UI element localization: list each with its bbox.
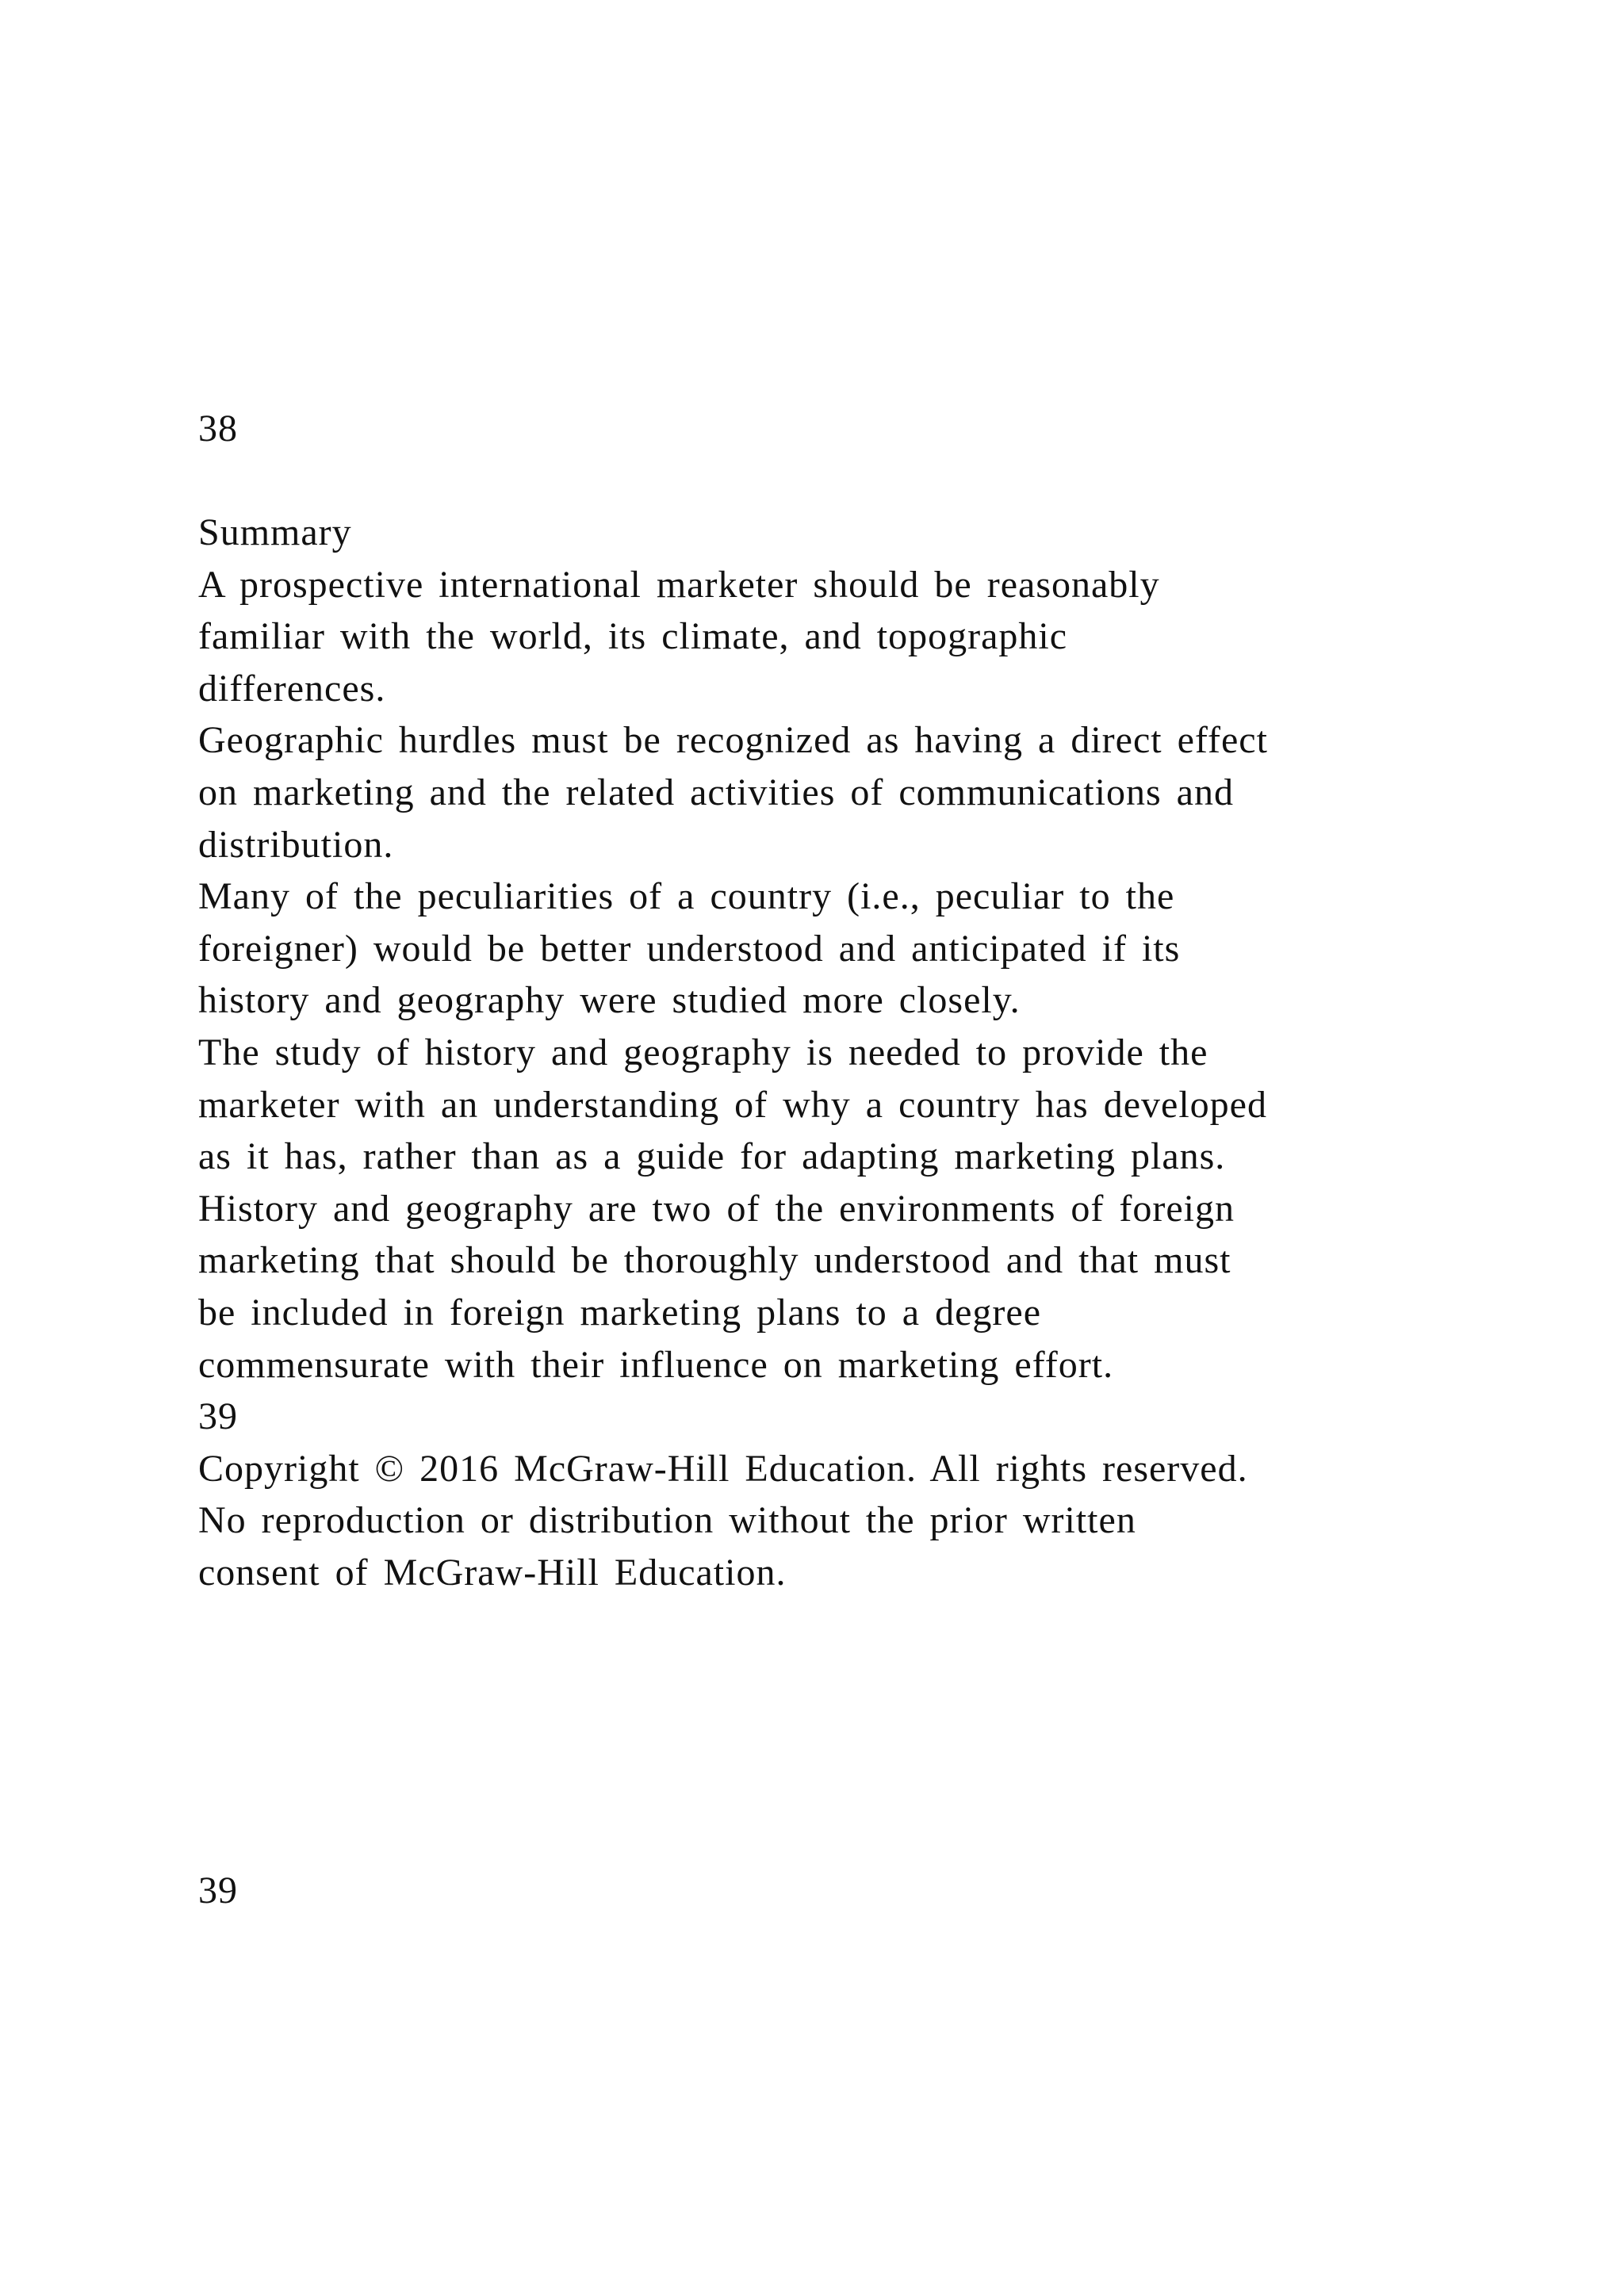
- body-line: differences.: [198, 667, 386, 710]
- body-line: distribution.: [198, 823, 394, 866]
- body-line: Many of the peculiarities of a country (i.e., peculiar to the: [198, 875, 1175, 918]
- slide-number: 39: [198, 1395, 238, 1438]
- copyright-line: No reproduction or distribution without the prior written: [198, 1499, 1136, 1542]
- page-number-text: 38: [198, 408, 238, 450]
- body-line: A prospective international marketer should be reasonably: [198, 563, 1160, 606]
- summary-section: [198, 507, 1507, 1598]
- body-line: History and geography are two of the environments of foreign: [198, 1187, 1235, 1230]
- body-line: commensurate with their influence on marketing effort.: [198, 1343, 1114, 1386]
- body-line: foreigner) would be better understood and anticipated if its: [198, 927, 1181, 970]
- page-number-top: [198, 403, 1507, 455]
- body-line: as it has, rather than as a guide for adapting marketing plans.: [198, 1135, 1226, 1178]
- body-line: marketer with an understanding of why a country has developed: [198, 1083, 1267, 1126]
- page-number-text: 39: [198, 1869, 238, 1911]
- copyright-line: Copyright © 2016 McGraw-Hill Education. All rights reserved.: [198, 1447, 1248, 1490]
- copyright-line: consent of McGraw-Hill Education.: [198, 1551, 787, 1594]
- body-line: history and geography were studied more closely.: [198, 979, 1021, 1022]
- page-number-bottom: [198, 1865, 1507, 1917]
- body-line: on marketing and the related activities of communications and: [198, 771, 1234, 813]
- body-line: marketing that should be thoroughly understood and that must: [198, 1239, 1231, 1282]
- body-line: be included in foreign marketing plans to a degree: [198, 1291, 1041, 1334]
- body-line: Geographic hurdles must be recognized as having a direct effect: [198, 719, 1268, 762]
- body-line: The study of history and geography is needed to provide the: [198, 1031, 1208, 1073]
- section-title: Summary: [198, 511, 352, 553]
- body-line: familiar with the world, its climate, and topographic: [198, 615, 1068, 658]
